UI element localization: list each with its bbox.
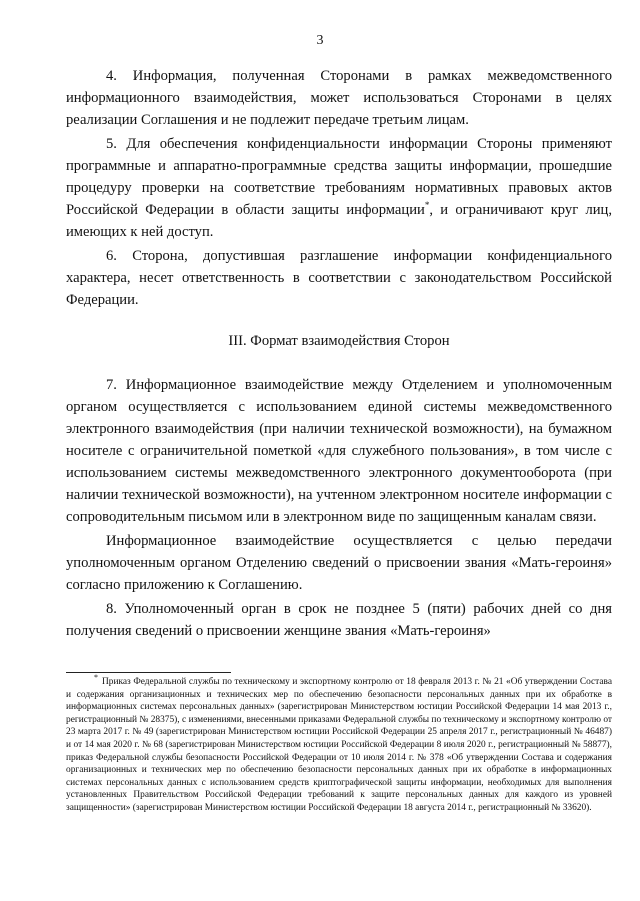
footnote-reference-mark: * bbox=[424, 200, 430, 211]
paragraph-7: 7. Информационное взаимодействие между Отделением и уполномоченным органом осуществляется с использованием единой системы межведомственного электронного взаимодействия (при наличии технической возможности), на бумажном носителе с ограничительной пометкой «для служебного пользования», в том числе с использованием системы межведомственного электронного документооборота (при наличии технической возможности), на учтенном электронном носителе информации с сопроводительным письмом или в электронном виде по защищенным каналам связи. bbox=[66, 377, 612, 525]
footnote bbox=[66, 672, 612, 815]
paragraph-8: 8. Уполномоченный орган в срок не позднее 5 (пяти) рабочих дней со дня получения сведений о присвоении женщине звания «Мать-героиня» bbox=[66, 601, 612, 639]
paragraph-4: 4. Информация, полученная Сторонами в рамках межведомственного информационного взаимодействия, может использоваться Сторонами в целях реализации Соглашения и не подлежит передаче третьим лицам. bbox=[66, 68, 612, 128]
paragraph-5 bbox=[66, 133, 612, 243]
paragraph-6: 6. Сторона, допустившая разглашение информации конфиденциального характера, несет ответственность в соответствии с законодательством Российской Федерации. bbox=[66, 248, 612, 308]
footnote-mark: * bbox=[94, 672, 98, 682]
paragraph-5-text: 5. Для обеспечения конфиденциальности информации Стороны применяют программные и аппаратно-программные средства защиты информации, прошедшие процедуру проверки на соответствие требованиям нормативных правовых актов Российской Федерации в области защиты информации bbox=[66, 136, 612, 218]
section-heading: III. Формат взаимодействия Сторон bbox=[228, 333, 450, 349]
footnote-separator bbox=[66, 672, 231, 673]
body-text-top bbox=[66, 65, 612, 311]
section-heading-wrap bbox=[66, 330, 612, 352]
footnote-text: Приказ Федеральной службы по техническому и экспортному контролю от 18 февраля 2013 г. № 21 «Об утверждении Состава и содержания организационных и технических мер по обеспечению безопасности персональных данных при их обработке в информационных системах персональных данных» (зарегистрирован Министерством юстиции Российской Федерации 14 мая 2013 г., регистрационный № 28375), с изменениями, внесенными приказами Федеральной службы по техническому и экспортному контролю от 23 марта 2017 г. № 49 (зарегистрирован Министерством юстиции Российской Федерации 25 апреля 2017 г., регистрационный № 46487) и от 14 мая 2020 г. № 68 (зарегистрирован Министерством юстиции Российской Федерации 8 июля 2020 г., регистрационный № 58877), приказ Федеральной службы безопасности Российской Федерации от 10 июля 2014 г. № 378 «Об утверждении Состава и содержания организационных и технических мер по обеспечению безопасности персональных данных при их обработке в информационных системах персональных данных с использованием средств криптографической защиты информации, необходимых для выполнения установленных Правительством Российской Федерации требований к защите персональных данных для каждого из уровней защищенности» (зарегистрирован Министерством юстиции Российской Федерации 18 августа 2014 г., регистрационный № 33620). bbox=[66, 677, 612, 813]
page-number: 3 bbox=[316, 33, 324, 48]
paragraph-interaction: Информационное взаимодействие осуществляется с целью передачи уполномоченным органом Отделению сведений о присвоении звания «Мать-героиня» согласно приложению к Соглашению. bbox=[66, 533, 612, 593]
body-text-bottom bbox=[66, 374, 612, 642]
paragraph-5-tail: , и ограничивают круг лиц, имеющих к ней доступ. bbox=[66, 202, 612, 240]
